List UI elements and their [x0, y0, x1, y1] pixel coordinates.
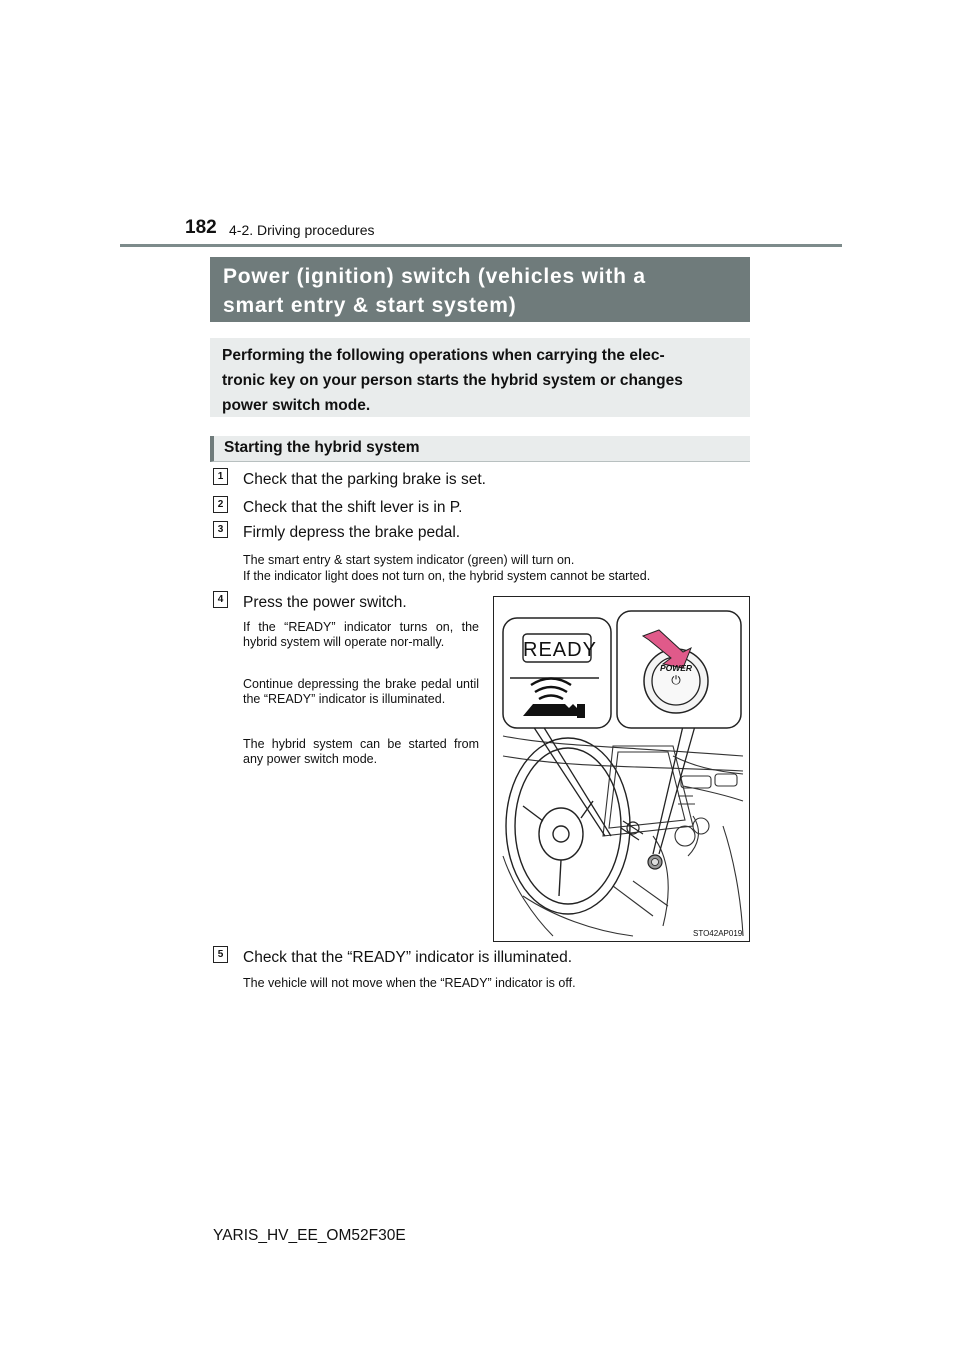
step-3-text: Firmly depress the brake pedal. — [243, 524, 461, 541]
footer-code: YARIS_HV_EE_OM52F30E — [213, 1227, 406, 1244]
section-title-line-1: Power (ignition) switch (vehicles with a — [223, 265, 646, 288]
page-number: 182 — [185, 217, 217, 238]
section-title — [210, 257, 750, 322]
step-number-4: 4 — [213, 591, 228, 608]
intro-line-2: tronic key on your person starts the hybrid system or changes — [222, 372, 683, 389]
intro-box — [210, 338, 750, 417]
step-number-2: 2 — [213, 496, 228, 513]
intro-line-3: power switch mode. — [222, 397, 371, 414]
section-title-line-2: smart entry & start system) — [223, 294, 517, 317]
step-4-note-2: Continue depressing the brake pedal until the “READY” indicator is illuminated. — [243, 677, 479, 706]
step-number-3: 3 — [213, 521, 228, 538]
step-2-text: Check that the shift lever is in P. — [243, 499, 463, 516]
power-switch-illustration — [493, 596, 750, 942]
step-number-5: 5 — [213, 946, 228, 963]
illustration-code: STO42AP019 — [693, 929, 743, 938]
step-4-text: Press the power switch. — [243, 594, 407, 611]
power-label: POWER — [659, 663, 693, 673]
header-rule — [120, 244, 842, 247]
section-label: 4-2. Driving procedures — [229, 222, 375, 238]
step-5-text: Check that the “READY” indicator is illuminated. — [243, 949, 573, 966]
step-4-note-3: The hybrid system can be started from any power switch mode. — [243, 737, 479, 766]
step-3-note-1: The smart entry & start system indicator (green) will turn on. — [243, 553, 575, 567]
step-1-text: Check that the parking brake is set. — [243, 471, 486, 488]
step-5-note-1: The vehicle will not move when the “READY” indicator is off. — [243, 976, 576, 990]
sub-heading: Starting the hybrid system — [210, 436, 750, 462]
intro-line-1: Performing the following operations when carrying the elec- — [222, 347, 665, 364]
power-symbol-icon: ⏻ — [671, 673, 681, 687]
step-number-1: 1 — [213, 468, 228, 485]
ready-indicator-label: READY — [523, 639, 597, 661]
step-4-note-1: If the “READY” indicator turns on, the hybrid system will operate nor-mally. — [243, 620, 479, 649]
step-3-note-2: If the indicator light does not turn on, the hybrid system cannot be started. — [243, 569, 651, 583]
